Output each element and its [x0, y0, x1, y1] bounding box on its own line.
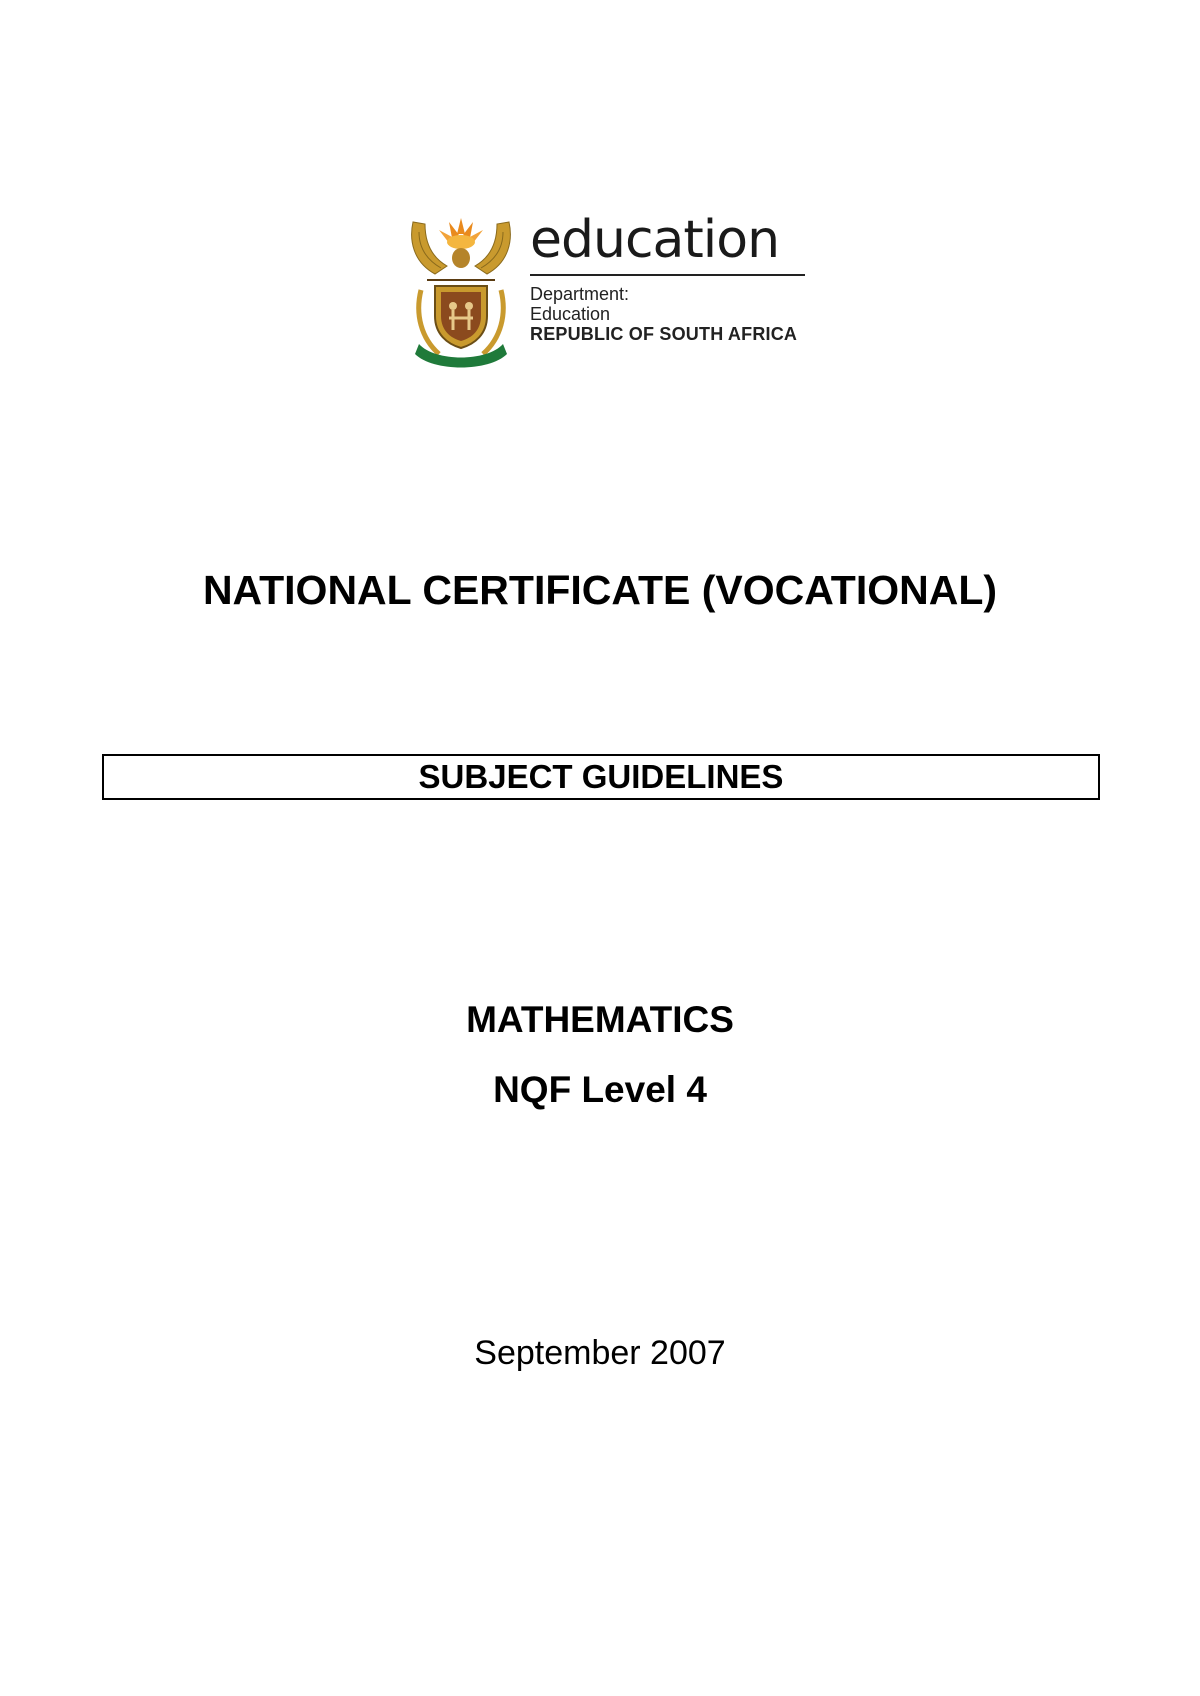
coat-of-arms-icon — [405, 210, 517, 368]
subject-guidelines-box: SUBJECT GUIDELINES — [102, 754, 1100, 800]
logo-text-group — [530, 210, 815, 344]
department-logo — [405, 210, 815, 370]
shield-icon — [435, 286, 487, 348]
subject-name: MATHEMATICS — [466, 999, 734, 1040]
logo-department-label: Department: — [530, 284, 630, 304]
publication-date: September 2007 — [474, 1334, 726, 1372]
logo-wordmark: education — [530, 210, 780, 270]
logo-divider — [530, 274, 805, 276]
sun-icon — [439, 218, 483, 249]
logo-country-name: REPUBLIC OF SOUTH AFRICA — [530, 324, 798, 344]
document-title: NATIONAL CERTIFICATE (VOCATIONAL) — [202, 567, 998, 613]
nqf-level: NQF Level 4 — [493, 1069, 707, 1110]
logo-department-name: Education — [530, 304, 611, 324]
